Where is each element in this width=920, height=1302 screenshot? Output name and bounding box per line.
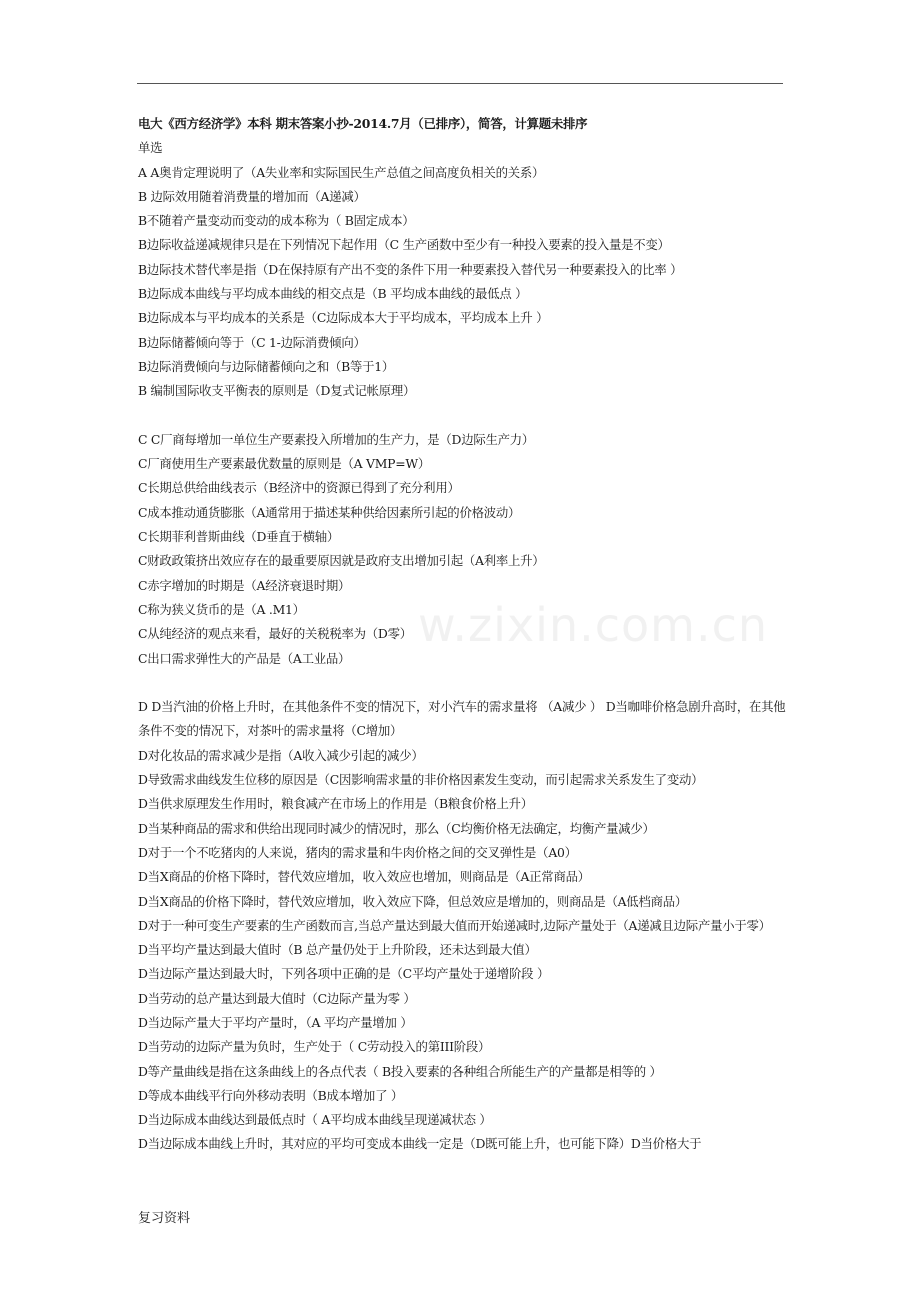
question-line: B边际消费倾向与边际储蓄倾向之和（B等于1）	[138, 358, 395, 374]
question-line: B边际技术替代率是指（D在保持原有产出不变的条件下用一种要素投入替代另一种要素投入的比率 ）	[138, 261, 683, 277]
question-line: D当劳动的总产量达到最大值时（C边际产量为零 ）	[138, 990, 416, 1006]
question-line: D D当汽油的价格上升时，在其他条件不变的情况下，对小汽车的需求量将 （A减少 ） D当咖啡价格急剧升高时，在其他条件不变的情况下，对茶叶的需求量将（C增加）	[138, 699, 786, 739]
question-line: D当边际成本曲线上升时，其对应的平均可变成本曲线一定是（D既可能上升，也可能下降）D当价格大于	[138, 1136, 702, 1152]
question-group-c	[138, 428, 786, 671]
question-line: D等产量曲线是指在这条曲线上的各点代表（ B投入要素的各种组合所能生产的产量都是相等的 ）	[138, 1063, 662, 1079]
question-group-d	[138, 695, 786, 1157]
question-line: C厂商使用生产要素最优数量的原则是（A VMP=W）	[138, 456, 430, 472]
top-rule	[137, 83, 783, 84]
document-title: 电大《西方经济学》本科 期末答案小抄-2014.7月（已排序），简答，计算题未排序	[138, 116, 588, 131]
question-line: D对于一种可变生产要素的生产函数而言,当总产量达到最大值而开始递减时,边际产量处于（A递减且边际产量小于零）	[138, 917, 771, 933]
question-line: B边际成本与平均成本的关系是（C边际成本大于平均成本，平均成本上升 ）	[138, 310, 549, 326]
question-line: C长期总供给曲线表示（B经济中的资源已得到了充分利用）	[138, 480, 460, 496]
question-line: D当供求原理发生作用时，粮食减产在市场上的作用是（B粮食价格上升）	[138, 796, 533, 812]
question-line: B 边际效用随着消费量的增加而（A递减）	[138, 188, 366, 204]
page-footer: 复习资料	[138, 1211, 191, 1226]
question-line: A A奥肯定理说明了（A失业率和实际国民生产总值之间高度负相关的关系）	[138, 164, 545, 180]
question-line: D等成本曲线平行向外移动表明（B成本增加了 ）	[138, 1087, 404, 1103]
question-line: D当X商品的价格下降时，替代效应增加，收入效应也增加，则商品是（A正常商品）	[138, 869, 590, 885]
question-line: C赤字增加的时期是（A经济衰退时期）	[138, 577, 351, 593]
section-label: 单选	[138, 140, 163, 156]
question-line: D对于一个不吃猪肉的人来说，猪肉的需求量和牛肉价格之间的交叉弹性是（A0）	[138, 844, 577, 860]
question-line: D当X商品的价格下降时，替代效应增加，收入效应下降，但总效应是增加的，则商品是（A低档商品）	[138, 893, 687, 909]
question-line: B不随着产量变动而变动的成本称为（ B固定成本）	[138, 213, 415, 229]
question-line: B 编制国际收支平衡表的原则是（D复式记帐原理）	[138, 383, 416, 399]
question-line: D当边际产量达到最大时，下列各项中正确的是（C平均产量处于递增阶段 ）	[138, 966, 550, 982]
question-line: D导致需求曲线发生位移的原因是（C因影响需求量的非价格因素发生变动，而引起需求关系发生了变动）	[138, 772, 704, 788]
question-line: B边际储蓄倾向等于（C 1-边际消费倾向）	[138, 334, 366, 350]
question-line: C C厂商每增加一单位生产要素投入所增加的生产力，是（D边际生产力）	[138, 431, 535, 447]
group-spacer	[138, 671, 786, 695]
question-line: B边际收益递减规律只是在下列情况下起作用（C 生产函数中至少有一种投入要素的投入量是不变）	[138, 237, 670, 253]
question-line: B边际成本曲线与平均成本曲线的相交点是（B 平均成本曲线的最低点 ）	[138, 286, 528, 302]
question-line: C财政政策挤出效应存在的最重要原因就是政府支出增加引起（A利率上升）	[138, 553, 545, 569]
question-line: C长期菲利普斯曲线（D垂直于横轴）	[138, 529, 340, 545]
question-line: C从纯经济的观点来看，最好的关税税率为（D零）	[138, 626, 412, 642]
group-spacer	[138, 404, 786, 428]
question-line: C称为狭义货币的是（A .M1）	[138, 601, 305, 617]
document-body	[138, 112, 786, 1157]
question-group-a	[138, 161, 786, 404]
question-line: D对化妆品的需求减少是指（A收入减少引起的减少）	[138, 747, 424, 763]
question-line: D当某种商品的需求和供给出现同时减少的情况时，那么（C均衡价格无法确定，均衡产量减少）	[138, 820, 655, 836]
question-line: D当劳动的边际产量为负时，生产处于（ C劳动投入的第III阶段）	[138, 1039, 491, 1055]
question-line: D当平均产量达到最大值时（B 总产量仍处于上升阶段，还未达到最大值）	[138, 942, 537, 958]
question-line: D当边际产量大于平均产量时，（A 平均产量增加 ）	[138, 1014, 413, 1030]
watermark: w.zixin.com.cn	[418, 598, 769, 652]
question-line: D当边际成本曲线达到最低点时（ A平均成本曲线呈现递减状态 ）	[138, 1112, 492, 1128]
question-line: C出口需求弹性大的产品是（A工业品）	[138, 650, 351, 666]
question-line: C成本推动通货膨胀（A通常用于描述某种供给因素所引起的价格波动）	[138, 504, 521, 520]
